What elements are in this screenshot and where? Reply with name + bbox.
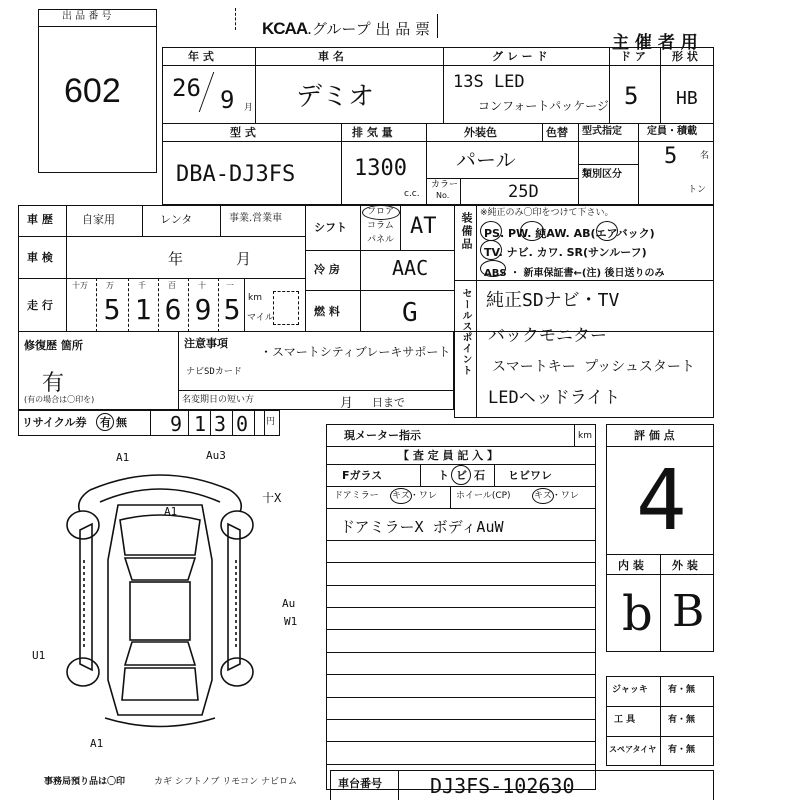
caution-line-2: ナビSDカード — [186, 367, 242, 377]
recycle-digit: 1 — [194, 412, 207, 436]
vehicle-history-label: 車 歴 — [27, 213, 53, 226]
person-unit: 名 — [700, 151, 710, 161]
recycle-digit: 9 — [170, 412, 183, 436]
digit-unit-10: 十 — [198, 281, 206, 290]
damage-mark-front-right: Au3 — [206, 449, 226, 462]
recycle-label: リサイクル券 — [22, 416, 87, 429]
history-private-option: 自家用 — [82, 213, 115, 226]
mileage-digit: 5 — [223, 293, 241, 326]
repair-history-label: 修復歴 箇所 — [24, 339, 83, 352]
inspection-label: 車 検 — [27, 251, 53, 264]
door-mirror-options: キズ・ワレ — [392, 491, 437, 501]
front-glass-label: Fガラス — [342, 469, 383, 482]
exterior-label: 外 装 — [672, 559, 698, 572]
office-items: カギ シフトノブ リモコン ナビロム — [154, 777, 298, 787]
inspection-year-unit: 年 — [168, 250, 184, 268]
wheel-options: キズ・ワレ — [534, 491, 579, 501]
air-conditioning-value: AAC — [392, 256, 429, 280]
displacement-label: 排 気 量 — [352, 126, 393, 139]
recycle-yes-option: 有 — [100, 416, 111, 429]
color-number-sublabel: No. — [436, 191, 450, 200]
overall-score: 4 — [636, 451, 687, 549]
grade-value-line1: 13S LED — [453, 72, 525, 92]
damage-mark-rear-right-2: W1 — [284, 615, 298, 628]
digit-unit-100: 百 — [168, 281, 176, 290]
digit-unit-1: 一 — [226, 281, 234, 290]
equipment-row-2: TV. ナビ. カワ. SR(サンルーフ) — [484, 246, 647, 259]
current-meter-label: 現メーター指示 — [344, 429, 421, 442]
yen-unit: 円 — [266, 417, 276, 427]
fuel-label: 燃 料 — [314, 305, 340, 318]
grade-value-line2: コンフォートパッケージ — [478, 99, 609, 113]
history-rental-option: レンタ — [160, 213, 193, 226]
recycle-no-option: 無 — [116, 416, 127, 429]
sales-point-3: スマートキー プッシュスタート — [492, 359, 695, 375]
damage-mark-hood: A1 — [164, 505, 178, 518]
door-mirror-label: ドアミラー — [334, 491, 379, 501]
capacity-label: 定員・積載 — [647, 126, 697, 137]
body-type-label: 形 状 — [672, 50, 698, 63]
equipment-side-label: 装備品 — [460, 212, 473, 251]
displacement-value: 1300 — [354, 156, 407, 181]
sales-point-1: 純正SDナビ・TV — [486, 290, 620, 311]
tool-label: 工 具 — [614, 715, 636, 725]
glass-opt-4: ヒビワレ — [508, 469, 552, 482]
caution-line-1: ・スマートシティブレーキサポート — [260, 345, 451, 359]
office-note: 事務局預り品は〇印 — [44, 777, 126, 787]
inspection-month-unit: 月 — [236, 250, 252, 268]
jack-label: ジャッキ — [612, 685, 648, 695]
chassis-number-value: DJ3FS-102630 — [430, 774, 575, 798]
equipment-row-1: PS. PW. 純AW. AB(エアバック) — [484, 227, 655, 240]
car-name-value: デミオ — [296, 82, 375, 112]
caution-label: 注意事項 — [184, 337, 228, 350]
digit-unit-1k: 千 — [138, 281, 146, 290]
equipment-row-3: ABS ・ 新車保証書←(注) 後日送りのみ — [484, 268, 665, 279]
recycle-digit: 0 — [236, 412, 249, 436]
model-month-value: 9 — [220, 86, 235, 114]
model-designation-label: 型式指定 — [582, 126, 622, 137]
recycle-digit: 3 — [214, 412, 227, 436]
sales-point-side-label: セールスポイント — [460, 288, 471, 376]
org-title — [262, 18, 430, 39]
color-number-value: 25D — [508, 182, 539, 202]
jack-options: 有・無 — [668, 685, 696, 695]
model-year-value: 26 — [172, 74, 201, 102]
damage-mark-front-left: A1 — [116, 451, 130, 464]
org-brand: KCAA — [262, 19, 308, 38]
fuel-value: G — [402, 298, 418, 328]
spare-tire-label: スペアタイヤ — [609, 745, 657, 754]
exterior-color-value: パール — [456, 148, 516, 172]
mileage-label: 走 行 — [27, 299, 53, 312]
mile-unit: マイル — [247, 313, 274, 323]
shift-column-option: コラム — [367, 221, 394, 231]
name-change-month-unit: 月 — [340, 396, 354, 411]
damage-mark-right-side: 十X — [262, 491, 282, 505]
sales-point-4: LEDヘッドライト — [488, 388, 621, 408]
digit-unit-10k: 万 — [106, 281, 114, 290]
org-title-rest: .グループ 出 品 票 — [307, 20, 430, 38]
interior-label: 内 装 — [618, 559, 644, 572]
name-change-label: 名変期日の短い方 — [182, 395, 255, 405]
damage-mark-left-side: U1 — [32, 649, 46, 662]
cc-unit: c.c. — [404, 189, 420, 199]
inspector-handwritten-note: ドアミラーX ボディAuW — [340, 518, 504, 536]
year-label: 年 式 — [188, 50, 214, 63]
repair-history-value: 有 — [42, 371, 65, 396]
glass-opt-1: ト — [438, 469, 449, 482]
damage-mark-rear: A1 — [90, 737, 104, 750]
glass-opt-3: 石 — [474, 469, 485, 482]
glass-opt-2: ビ — [456, 469, 467, 482]
body-type-value: HB — [676, 88, 698, 109]
lot-number: 602 — [64, 72, 121, 110]
category-label: 類別区分 — [582, 169, 622, 180]
capacity-value: 5 — [664, 144, 678, 169]
car-name-label: 車 名 — [318, 50, 344, 63]
exterior-grade: B — [672, 586, 705, 637]
shift-value: AT — [410, 214, 437, 239]
shift-panel-option: パネル — [367, 235, 395, 245]
spare-tire-options: 有・無 — [668, 745, 696, 755]
name-change-day-unit: 日まで — [372, 396, 405, 409]
score-label: 評 価 点 — [634, 429, 675, 442]
model-code-label: 型 式 — [230, 126, 256, 139]
mileage-digit: 9 — [194, 293, 212, 326]
air-conditioning-label: 冷 房 — [314, 263, 340, 276]
mileage-digit: 1 — [134, 293, 152, 326]
tool-options: 有・無 — [668, 715, 696, 725]
month-unit: 月 — [244, 103, 254, 113]
mileage-digit: 6 — [164, 293, 182, 326]
damage-mark-rear-right-1: Au — [282, 597, 296, 610]
ton-unit: トン — [688, 185, 707, 195]
doors-label: ド ア — [620, 50, 646, 63]
grade-label: グ レ ー ド — [492, 50, 548, 63]
repair-history-note: (有の場合は〇印を) — [24, 395, 95, 404]
exterior-color-label: 外装色 — [464, 126, 497, 139]
equipment-note: ※純正のみ〇印をつけて下さい。 — [480, 208, 614, 218]
inspector-title: 【 査 定 員 記 入 】 — [398, 449, 498, 462]
shift-label: シフト — [314, 221, 347, 234]
interior-grade: b — [622, 586, 653, 642]
km-unit: km — [248, 293, 262, 303]
chassis-number-label: 車台番号 — [338, 777, 382, 790]
mileage-digit: 5 — [103, 293, 121, 326]
sales-point-2: バックモニター — [488, 326, 607, 346]
lot-number-label: 出 品 番 号 — [62, 11, 112, 22]
model-code-value: DBA-DJ3FS — [176, 162, 296, 187]
wheel-label: ホイール(CP) — [456, 491, 511, 501]
color-number-label: カラー — [431, 180, 459, 190]
shift-floor-option: フロア — [367, 207, 395, 217]
copy-label: 主 催 者 用 — [612, 33, 698, 53]
digit-unit-100k: 十万 — [72, 281, 88, 290]
meter-km-unit: km — [578, 431, 592, 441]
doors-value: 5 — [624, 82, 639, 110]
history-business-option: 事業.営業車 — [229, 213, 283, 224]
color-change-label: 色替 — [546, 126, 568, 139]
